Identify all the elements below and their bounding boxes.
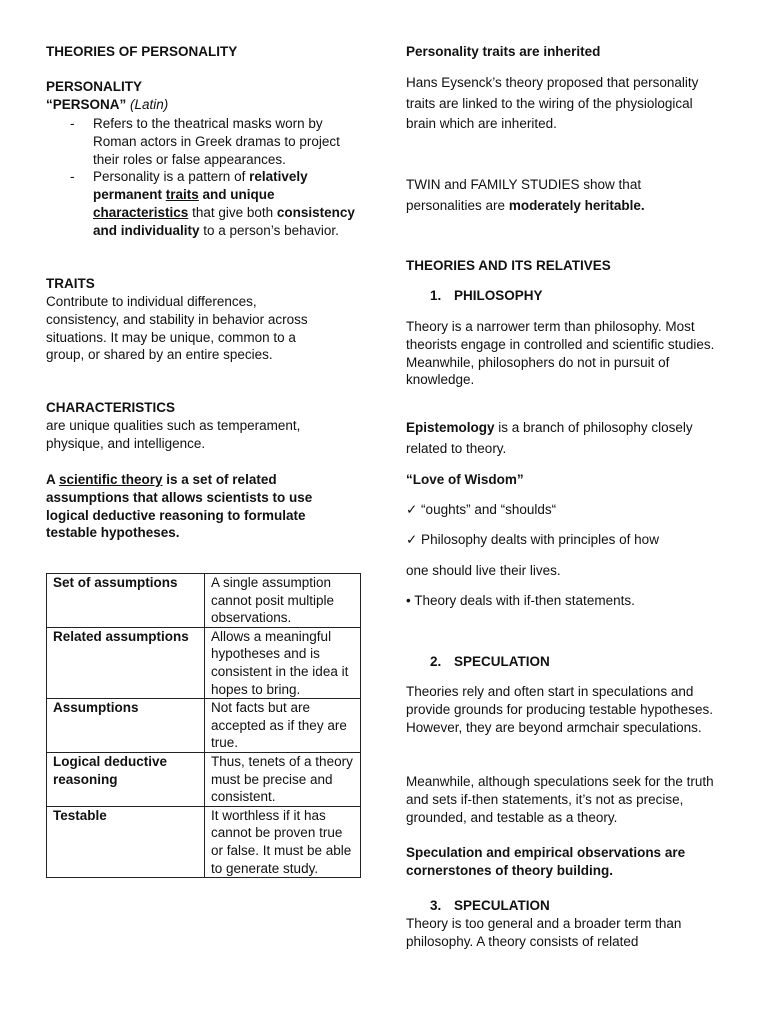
- philosophy-heading: PHILOSOPHY: [454, 288, 543, 303]
- table-desc: Not facts but are accepted as if they are true.: [205, 699, 361, 753]
- bold-and-unique: and unique: [198, 187, 275, 203]
- persona-language: (Latin): [130, 97, 169, 112]
- epistemology-term: Epistemology: [406, 420, 495, 435]
- page-title: THEORIES OF PERSONALITY: [46, 44, 238, 59]
- twin-studies-text: [406, 175, 706, 216]
- traits-text: Contribute to individual differences, consistency, and stability in behavior across situations. It may be unique, common to a group, or shared by an entire species.: [46, 294, 308, 363]
- scientific-theory-term: scientific theory: [59, 472, 163, 487]
- twin-bold: moderately heritable.: [508, 197, 645, 213]
- table-desc: Allows a meaningful hypotheses and is consistent in the idea it hopes to bring.: [205, 627, 361, 698]
- table-row: [47, 752, 361, 806]
- characteristics-text: are unique qualities such as temperament, physique, and intelligence.: [46, 418, 301, 451]
- table-row: [47, 806, 361, 877]
- table-row: [47, 627, 361, 698]
- list-item: [46, 168, 366, 239]
- speculation-text-1: Theories rely and often start in speculations and provide grounds for producing testable hypotheses. However, they are beyond armchair speculations.: [406, 684, 713, 735]
- check-philosophy-cont: one should live their lives.: [406, 563, 561, 578]
- number-2: 2.: [430, 654, 442, 669]
- bullet-masks-text: Refers to the theatrical masks worn by Roman actors in Greek dramas to project their roles or false appearances.: [93, 116, 340, 167]
- list-item: [46, 115, 366, 168]
- table-desc: It worthless if it has cannot be proven true or false. It must be able to generate study.: [205, 806, 361, 877]
- plain-give-both: that give both: [188, 204, 277, 220]
- speculation-heading-line: [406, 653, 550, 671]
- table-desc: Thus, tenets of a theory must be precise and consistent.: [205, 752, 361, 806]
- table-term: Assumptions: [47, 699, 205, 753]
- number-3: 3.: [430, 898, 442, 913]
- persona-line: [46, 96, 168, 114]
- table-term: Testable: [47, 806, 205, 877]
- twin-plain: TWIN and FAMILY STUDIES show that personalities are: [406, 177, 642, 213]
- philosophy-text: Theory is a narrower term than philosophy. Most theorists engage in controlled and scientific studies. Meanwhile, philosophers do not in pursuit of knowledge.: [406, 319, 715, 388]
- speculation2-text: Theory is too general and a broader term than philosophy. A theory consists of related: [406, 916, 682, 949]
- characteristics-heading: CHARACTERISTICS: [46, 400, 176, 415]
- bullet-pattern-text: Personality is a pattern of: [93, 169, 250, 185]
- table-row: [47, 574, 361, 628]
- bold-consistency-individuality: consistency and individuality: [93, 204, 355, 238]
- persona-word: “PERSONA”: [46, 97, 127, 112]
- speculation2-heading: SPECULATION: [454, 898, 550, 913]
- underlined-traits: traits: [165, 187, 199, 203]
- inherited-heading: Personality traits are inherited: [406, 44, 601, 59]
- table-term: Related assumptions: [47, 627, 205, 698]
- speculation-text-2: Meanwhile, although speculations seek for the truth and sets if-then statements, it’s not as precise, grounded, and testable as a theory.: [406, 774, 714, 825]
- love-of-wisdom: “Love of Wisdom”: [406, 472, 524, 487]
- philosophy-heading-line: [406, 287, 543, 305]
- table-desc: A single assumption cannot posit multiple observations.: [205, 574, 361, 628]
- personality-heading: PERSONALITY: [46, 79, 143, 94]
- scientific-theory-statement: [46, 471, 326, 542]
- table-row: [47, 699, 361, 753]
- traits-heading: TRAITS: [46, 276, 95, 291]
- underlined-characteristics: characteristics: [93, 204, 189, 220]
- eysenck-text: Hans Eysenck’s theory proposed that personality traits are linked to the wiring of the physiological brain which are inherited.: [406, 75, 699, 131]
- check-oughts: ✓ “oughts” and “shoulds“: [406, 502, 557, 517]
- speculation-bold-statement: Speculation and empirical observations are cornerstones of theory building.: [406, 845, 686, 878]
- bold-relatively-permanent: relatively permanent: [93, 169, 308, 203]
- bullet-if-then: • Theory deals with if-then statements.: [406, 593, 635, 608]
- number-1: 1.: [430, 288, 442, 303]
- personality-definition-list: [46, 115, 366, 240]
- table-term: Set of assumptions: [47, 574, 205, 628]
- table-term: Logical deductive reasoning: [47, 752, 205, 806]
- assumptions-table: [46, 573, 361, 878]
- speculation2-heading-line: [406, 897, 550, 915]
- speculation-heading: SPECULATION: [454, 654, 550, 669]
- epistemology-rest: is a branch of philosophy closely related to theory.: [406, 420, 693, 456]
- sci-a: A: [46, 472, 59, 487]
- epistemology-text: [406, 418, 706, 459]
- relatives-heading: THEORIES AND ITS RELATIVES: [406, 258, 611, 273]
- check-philosophy: ✓ Philosophy dealts with principles of how: [406, 532, 659, 547]
- sci-rest: is a set of related assumptions that allows scientists to use logical deductive reasoning to formulate testable hypotheses.: [46, 472, 313, 541]
- plain-persons-behavior: to a person’s behavior.: [199, 222, 339, 238]
